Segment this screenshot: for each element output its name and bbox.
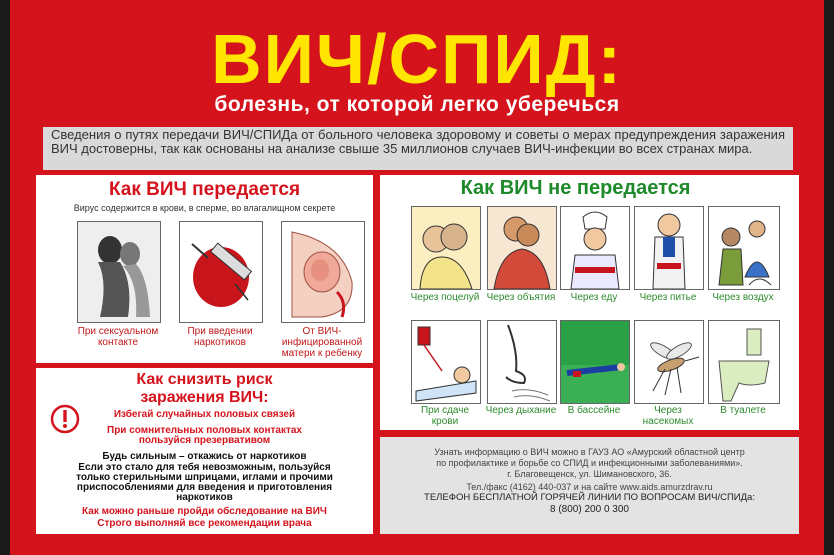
pool-image [560,320,630,404]
risk-line: Строго выполняй все рекомендации врача [97,518,312,529]
breath-caption: Через дыхание [485,405,557,416]
info-panel [380,437,799,534]
food-caption: Через еду [570,292,618,303]
info-line: по профилактике и борьбе со СПИД и инфекционными заболеваниями». [436,458,743,468]
syringe-image [179,221,263,323]
blood-donation-caption: При сдаче крови [420,405,470,427]
risk-line: Как можно раньше пройди обследование на ВИЧ [82,506,327,517]
transmitted-subtitle: Вирус содержится в крови, в сперме, во влагалищном секрете [73,203,336,213]
risk-line: Избегай случайных половых связей [113,409,296,420]
hotline-label: ТЕЛЕФОН БЕСПЛАТНОЙ ГОРЯЧЕЙ ЛИНИИ ПО ВОПРОСАМ ВИЧ/СПИДа: [424,492,755,503]
transmitted-panel [36,175,373,363]
drink-caption: Через питье [639,292,697,303]
kiss-caption: Через поцелуй [410,292,480,303]
insect-image [634,320,704,404]
poster-title: ВИЧ/СПИД: [211,20,623,98]
hotline-number: 8 (800) 200 0 300 [550,504,629,515]
risk-line: наркотиков [176,492,233,503]
transmitted-title: Как ВИЧ передается [108,179,301,200]
risk-title [36,371,373,407]
drink-image [634,206,704,290]
sexual-contact-image [77,221,161,323]
risk-title-line2: заражения ВИЧ: [140,389,269,406]
hug-caption: Через объятия [486,292,556,303]
risk-line: При сомнительных половых контактах [107,425,302,436]
air-image [708,206,780,290]
mother-child-caption: От ВИЧ-инфицированной матери к ребенку [281,326,363,359]
risk-line: пользуйся презервативом [138,435,271,446]
info-line: Узнать информацию о ВИЧ можно в ГАУЗ АО «Амурский областной центр [434,447,745,457]
intro-text: Сведения о путях передачи ВИЧ/СПИДа от больного человека здоровому и советы о мерах предупреждения заражения ВИЧ достоверны, так как основаны на анализе свыше 35 миллионов случаев ВИЧ-инфекции во всех странах мира. [43,127,793,170]
blood-donation-image [411,320,481,404]
sexual-contact-caption: При сексуальном контакте [77,326,159,348]
info-line: г. Благовещенск, ул. Шимановского, 36. [507,469,672,479]
air-caption: Через воздух [712,292,774,303]
risk-line: только стерильными шприцами, иглами и прочими [76,472,333,483]
hug-image [487,206,557,290]
risk-line: Будь сильным – откажись от наркотиков [102,451,307,462]
poster [10,0,824,555]
not-transmitted-title: Как ВИЧ не передается [460,177,691,199]
kiss-image [411,206,481,290]
mother-child-image [281,221,365,323]
not-transmitted-panel [380,175,799,430]
food-image [560,206,630,290]
toilet-image [708,320,780,404]
risk-line: приспособлениями для введения и приготовления [76,482,333,493]
toilet-caption: В туалете [720,405,766,416]
pool-caption: В бассейне [567,405,621,416]
risk-panel [36,368,373,534]
info-line: Тел./факс (4162) 440-037 и на сайте www.aids.amurzdrav.ru [466,482,713,492]
poster-subtitle: болезнь, от которой легко уберечься [214,93,620,116]
insect-caption: Через насекомых [642,405,694,427]
breath-image [487,320,557,404]
drugs-caption: При введении наркотиков [187,326,253,348]
risk-line: Если это стало для тебя невозможным, пользуйся [78,462,331,473]
risk-title-line1: Как снизить риск [136,371,273,388]
